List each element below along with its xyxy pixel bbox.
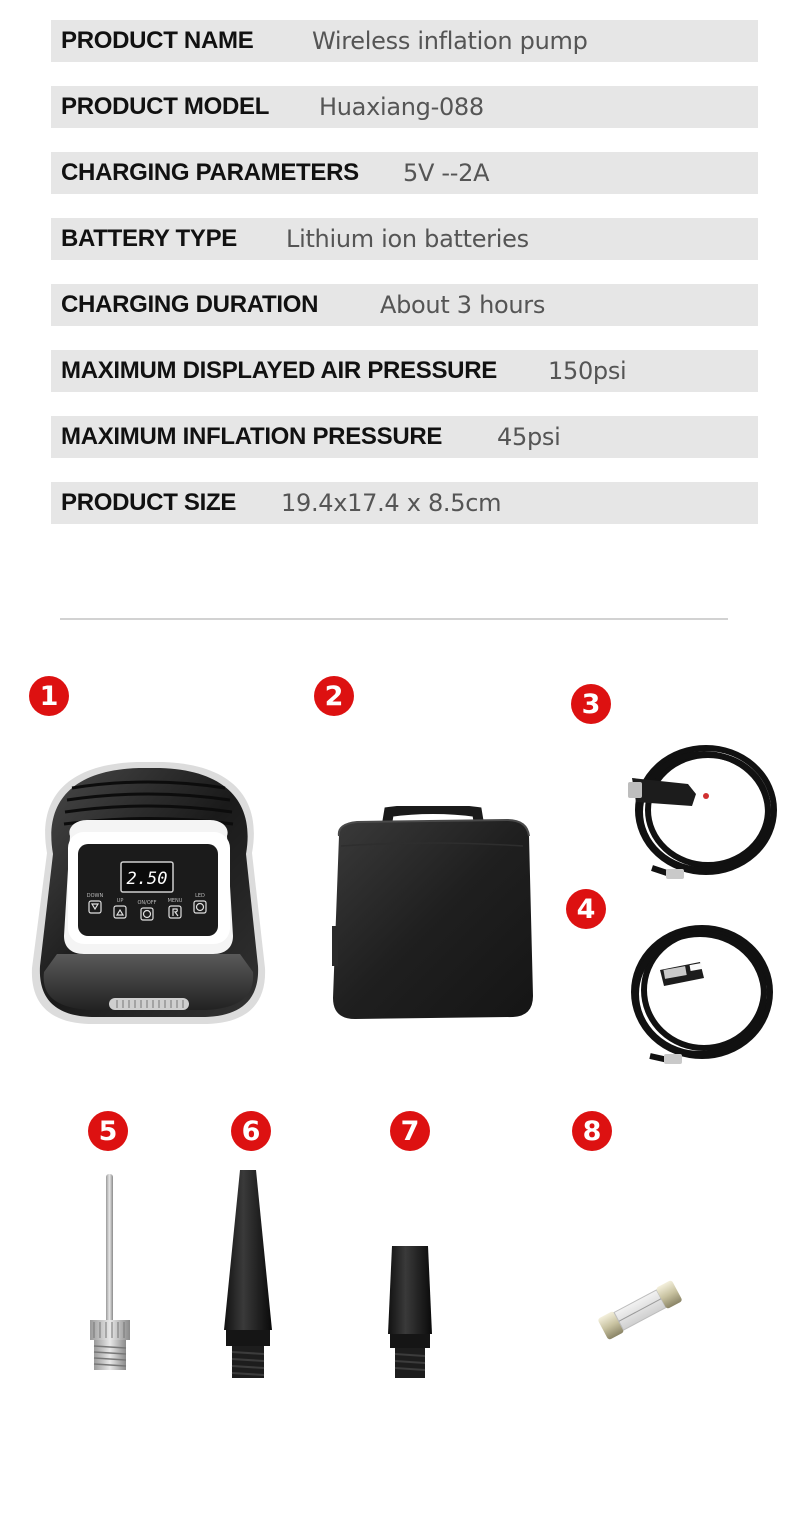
spec-label: PRODUCT NAME (61, 27, 254, 54)
spec-row-charging-parameters (51, 152, 758, 194)
pump-button-label: DOWN (86, 893, 104, 899)
spec-row-max-inflation-pressure (51, 416, 758, 458)
spec-row-product-size (51, 482, 758, 524)
item-number-badge-6: 6 (231, 1111, 271, 1151)
spec-row-product-model (51, 86, 758, 128)
long-nozzle-icon (220, 1166, 276, 1382)
pump-display-reading: 2.50 (126, 869, 168, 889)
fuse-icon (590, 1270, 690, 1350)
pump-button-label: MENU (167, 898, 183, 904)
usb-charging-cable-icon (624, 920, 778, 1070)
spec-label: PRODUCT MODEL (61, 93, 270, 120)
item-number-badge-2: 2 (314, 676, 354, 716)
spec-label: PRODUCT SIZE (61, 489, 237, 516)
spec-label: CHARGING DURATION (61, 291, 319, 318)
item-number-badge-4: 4 (566, 889, 606, 929)
item-number-badge-7: 7 (390, 1111, 430, 1151)
spec-value: Wireless inflation pump (312, 27, 588, 55)
spec-value: Huaxiang-088 (319, 93, 484, 121)
spec-label: MAXIMUM INFLATION PRESSURE (61, 423, 443, 450)
spec-value: Lithium ion batteries (286, 225, 529, 253)
pump-button-label: UP (116, 898, 124, 904)
spec-label: MAXIMUM DISPLAYED AIR PRESSURE (61, 357, 497, 384)
storage-bag-icon (327, 806, 539, 1022)
pump-button-label: LED (195, 893, 205, 899)
spec-value: 150psi (548, 357, 627, 385)
spec-value: 5V --2A (403, 159, 490, 187)
spec-row-product-name (51, 20, 758, 62)
spec-row-battery-type (51, 218, 758, 260)
spec-value: About 3 hours (380, 291, 546, 319)
short-nozzle-icon (384, 1242, 436, 1382)
item-number-badge-8: 8 (572, 1111, 612, 1151)
air-pump-icon (27, 758, 270, 1028)
item-number-badge-5: 5 (88, 1111, 128, 1151)
car-charger-cable-icon (622, 732, 780, 884)
spec-row-charging-duration (51, 284, 758, 326)
spec-value: 19.4x17.4 x 8.5cm (281, 489, 502, 517)
item-number-badge-1: 1 (29, 676, 69, 716)
spec-value: 45psi (497, 423, 561, 451)
section-divider (60, 618, 728, 620)
item-number-badge-3: 3 (571, 684, 611, 724)
spec-label: CHARGING PARAMETERS (61, 159, 359, 186)
spec-row-max-displayed-pressure (51, 350, 758, 392)
ball-needle-icon (86, 1170, 134, 1380)
spec-label: BATTERY TYPE (61, 225, 237, 252)
pump-button-label: ON/OFF (137, 900, 157, 906)
